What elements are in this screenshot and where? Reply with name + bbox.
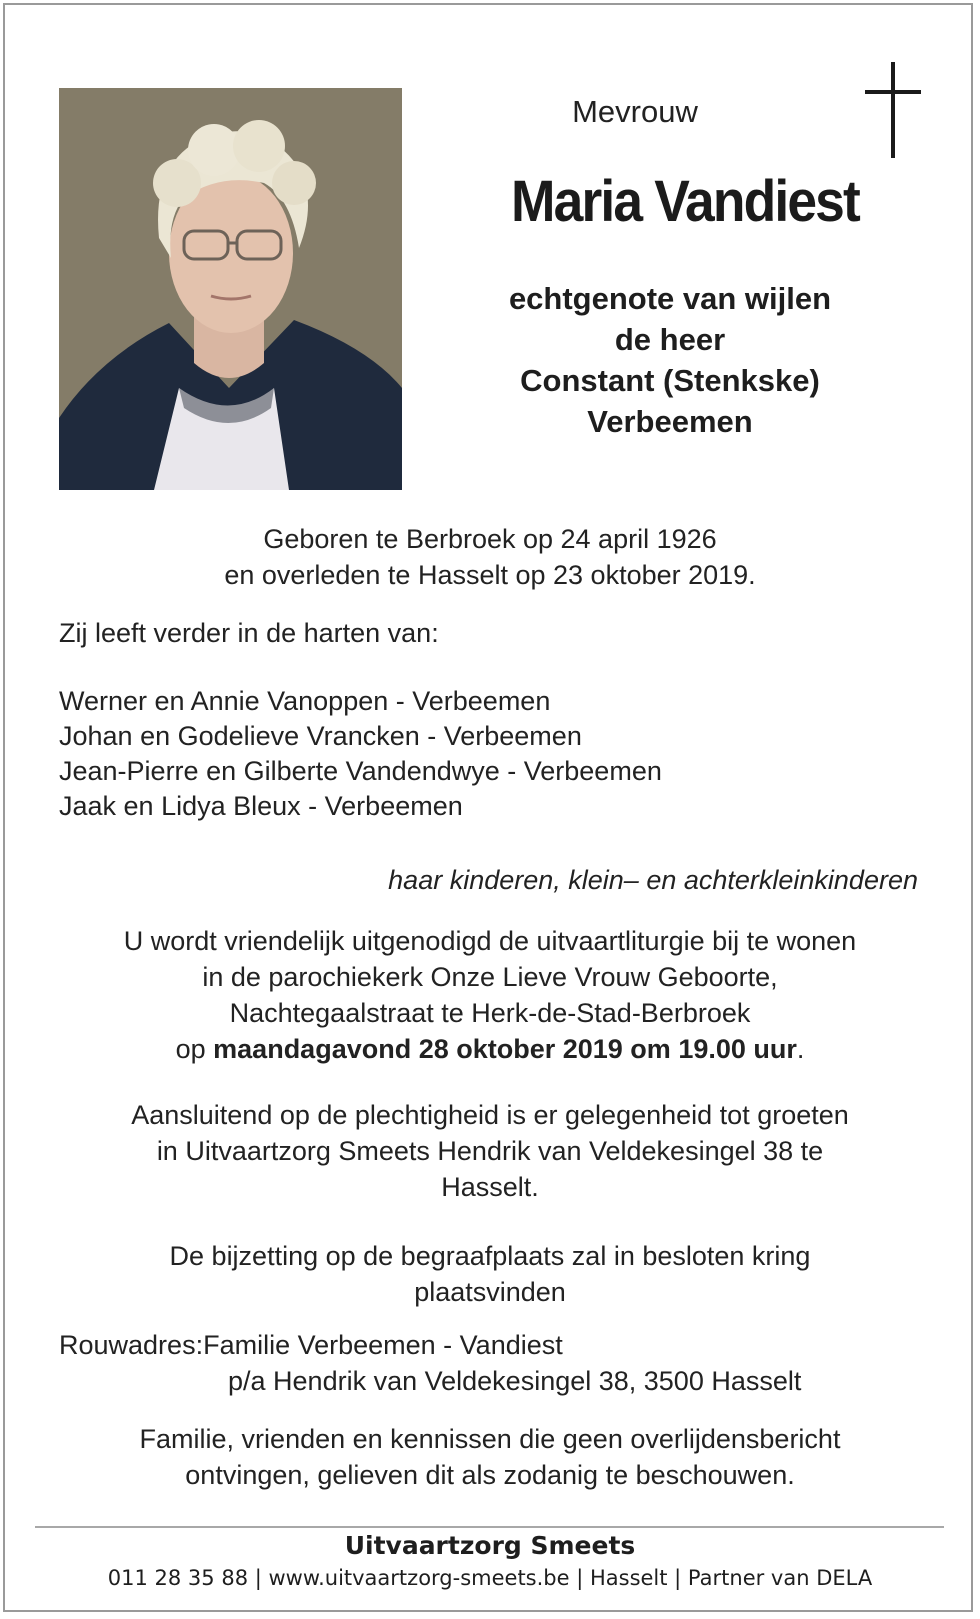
portrait-illustration (59, 88, 402, 490)
closing-note (59, 1421, 921, 1493)
invitation-block (59, 923, 921, 1067)
invitation-line: U wordt vriendelijk uitgenodigd de uitvaartliturgie bij te wonen (123, 926, 857, 956)
greeting-line: Hasselt. (441, 1172, 539, 1202)
footer-contact: 011 28 35 88 | www.uitvaartzorg-smeets.be | Hasselt | Partner van DELA (107, 1566, 873, 1590)
burial-block (59, 1238, 921, 1310)
mourning-address-line2: p/a Hendrik van Veldekesingel 38, 3500 Hasselt (228, 1366, 802, 1396)
date-bold: maandagavond 28 oktober 2019 om 19.00 uur (213, 1034, 797, 1064)
spouse-line: echtgenote van wijlen (508, 281, 832, 316)
closing-line: ontvingen, gelieven dit als zodanig te beschouwen. (185, 1460, 795, 1490)
greeting-line: in Uitvaartzorg Smeets Hendrik van Veldekesingel 38 te (156, 1136, 824, 1166)
closing-line: Familie, vrienden en kennissen die geen overlijdensbericht (139, 1424, 841, 1454)
list-item: Werner en Annie Vanoppen - Verbeemen (59, 686, 551, 716)
cross-icon (865, 62, 921, 158)
burial-line: plaatsvinden (414, 1277, 566, 1307)
deceased-name: Maria Vandiest (511, 169, 859, 234)
date-suffix: . (796, 1034, 805, 1064)
invitation-date (59, 1031, 921, 1067)
portrait-photo (59, 88, 402, 490)
spouse-line: Verbeemen (587, 404, 753, 439)
mourning-address-line1: Rouwadres:Familie Verbeemen - Vandiest (59, 1330, 563, 1360)
date-prefix: op (175, 1034, 214, 1064)
footer-company: Uitvaartzorg Smeets (344, 1531, 636, 1560)
spouse-line: Constant (Stenkske) (520, 363, 820, 398)
burial-line: De bijzetting op de begraafplaats zal in besloten kring (169, 1241, 811, 1271)
survivors-intro: Zij leeft verder in de harten van: (59, 618, 439, 648)
birth-line: Geboren te Berbroek op 24 april 1926 (263, 524, 717, 554)
list-item: Jaak en Lidya Bleux - Verbeemen (59, 791, 463, 821)
list-item: Johan en Godelieve Vrancken - Verbeemen (59, 721, 582, 751)
spouse-line: de heer (614, 322, 726, 357)
invitation-line: in de parochiekerk Onze Lieve Vrouw Geboorte, (202, 962, 778, 992)
greeting-block (59, 1097, 921, 1205)
greeting-line: Aansluitend op de plechtigheid is er gelegenheid tot groeten (131, 1100, 849, 1130)
title-prefix: Mevrouw (572, 94, 698, 129)
birth-death-block (59, 521, 921, 593)
list-item: Jean-Pierre en Gilberte Vandendwye - Verbeemen (59, 756, 662, 786)
footer-divider (35, 1526, 944, 1528)
survivors-closing: haar kinderen, klein– en achterkleinkinderen (388, 865, 918, 895)
death-line: en overleden te Hasselt op 23 oktober 2019. (224, 560, 756, 590)
invitation-line: Nachtegaalstraat te Herk-de-Stad-Berbroek (229, 998, 751, 1028)
survivors-list (59, 684, 662, 824)
spouse-block (430, 278, 910, 442)
